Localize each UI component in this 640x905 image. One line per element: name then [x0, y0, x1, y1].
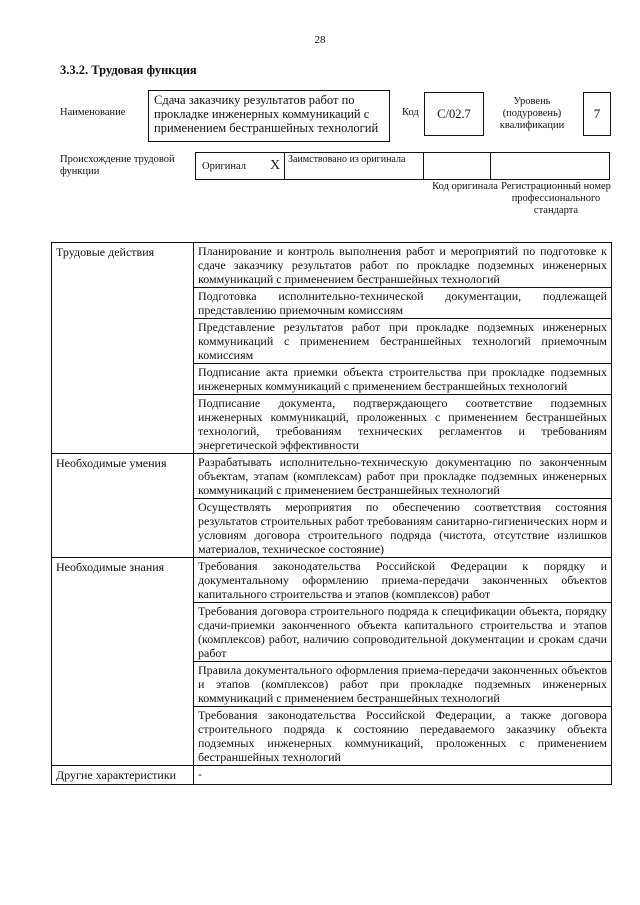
- function-table: [51, 242, 612, 785]
- origin-label: Происхождение трудовой функции: [60, 154, 175, 177]
- list-item: Правила документального оформления приема-передачи законченных объектов и этапов (комплексов) работ при прокладке подземных инженерных коммуникаций с применением бестраншейных технологий: [194, 662, 612, 707]
- list-item: Требования законодательства Российской Федерации, а также договора строительного подряда к состоянию передаваемого заказчику объекта подземных инженерных коммуникаций, проложенных с применением бестраншейных технологий: [194, 707, 612, 766]
- list-item: Требования договора строительного подряда к спецификации объекта, порядку сдачи-приемки законченного объекта капитального строительства и этапов (комплексов) работ, наличию сопроводительной документации и срокам сдачи работ: [194, 603, 612, 662]
- level-value-box: 7: [583, 92, 611, 136]
- list-item: -: [194, 766, 612, 785]
- list-item: Планирование и контроль выполнения работ и мероприятий по подготовке к сдаче заказчику результатов работ по прокладке подземных инженерных коммуникаций с применением бестраншейных технологий: [194, 243, 612, 288]
- code-original-cell: [423, 152, 491, 180]
- reg-number-cell: [490, 152, 610, 180]
- table-row: [52, 243, 612, 288]
- table-row: [52, 558, 612, 603]
- list-item: Подписание акта приемки объекта строительства при прокладке подземных инженерных коммуникаций с применением бестраншейных технологий: [194, 364, 612, 395]
- list-item: Разрабатывать исполнительно-техническую документацию по законченным объектам, этапам (комплексам) работ при прокладке подземных инженерных коммуникаций с применением бестраншейных технологий: [194, 454, 612, 499]
- list-item: Подготовка исполнительно-технической документации, подлежащей представлению приемочным комиссиям: [194, 288, 612, 319]
- list-item: Требования законодательства Российской Федерации к порядку и документальному оформлению приема-передачи законченных объектов капитального строительства и этапов (комплексов) работ: [194, 558, 612, 603]
- section-heading: Необходимые умения: [52, 454, 194, 558]
- original-cell: [195, 152, 285, 180]
- section-heading: Трудовые действия: [52, 243, 194, 454]
- table-row: [52, 454, 612, 499]
- code-original-label: Код оригинала: [432, 181, 498, 192]
- list-item: Подписание документа, подтверждающего соответствие подземных инженерных коммуникаций, проложенных с применением бестраншейных технологий, требованиям технических регламентов и требованиям энергетической эффективности: [194, 395, 612, 454]
- section-heading: Другие характеристики: [52, 766, 194, 785]
- original-label: Оригинал: [202, 160, 246, 172]
- borrowed-cell: Заимствовано из оригинала: [284, 152, 424, 180]
- original-mark: X: [270, 158, 281, 173]
- name-label: Наименование: [60, 107, 126, 118]
- list-item: Представление результатов работ при прокладке подземных инженерных коммуникаций с применением бестраншейных технологий приемочным комиссиям: [194, 319, 612, 364]
- section-heading: Необходимые знания: [52, 558, 194, 766]
- page-number: 28: [314, 34, 326, 46]
- code-value-box: C/02.7: [424, 92, 484, 136]
- section-title: 3.3.2. Трудовая функция: [60, 63, 197, 77]
- code-label: Код: [402, 107, 419, 118]
- reg-number-label: Регистрационный номер профессионального стандарта: [501, 181, 611, 216]
- list-item: Осуществлять мероприятия по обеспечению соответствия состояния результатов строительных работ требованиям санитарно-гигиенических норм и условиям договора строительного подряда (чистота, отсутствие излишков материалов, техническое состояние): [194, 499, 612, 558]
- level-label: Уровень (подуровень) квалификации: [499, 96, 565, 131]
- table-row: [52, 766, 612, 785]
- origin-row: [196, 152, 612, 180]
- function-name-box: Сдача заказчику результатов работ по прокладке инженерных коммуникаций с применением бестраншейных технологий: [148, 90, 390, 142]
